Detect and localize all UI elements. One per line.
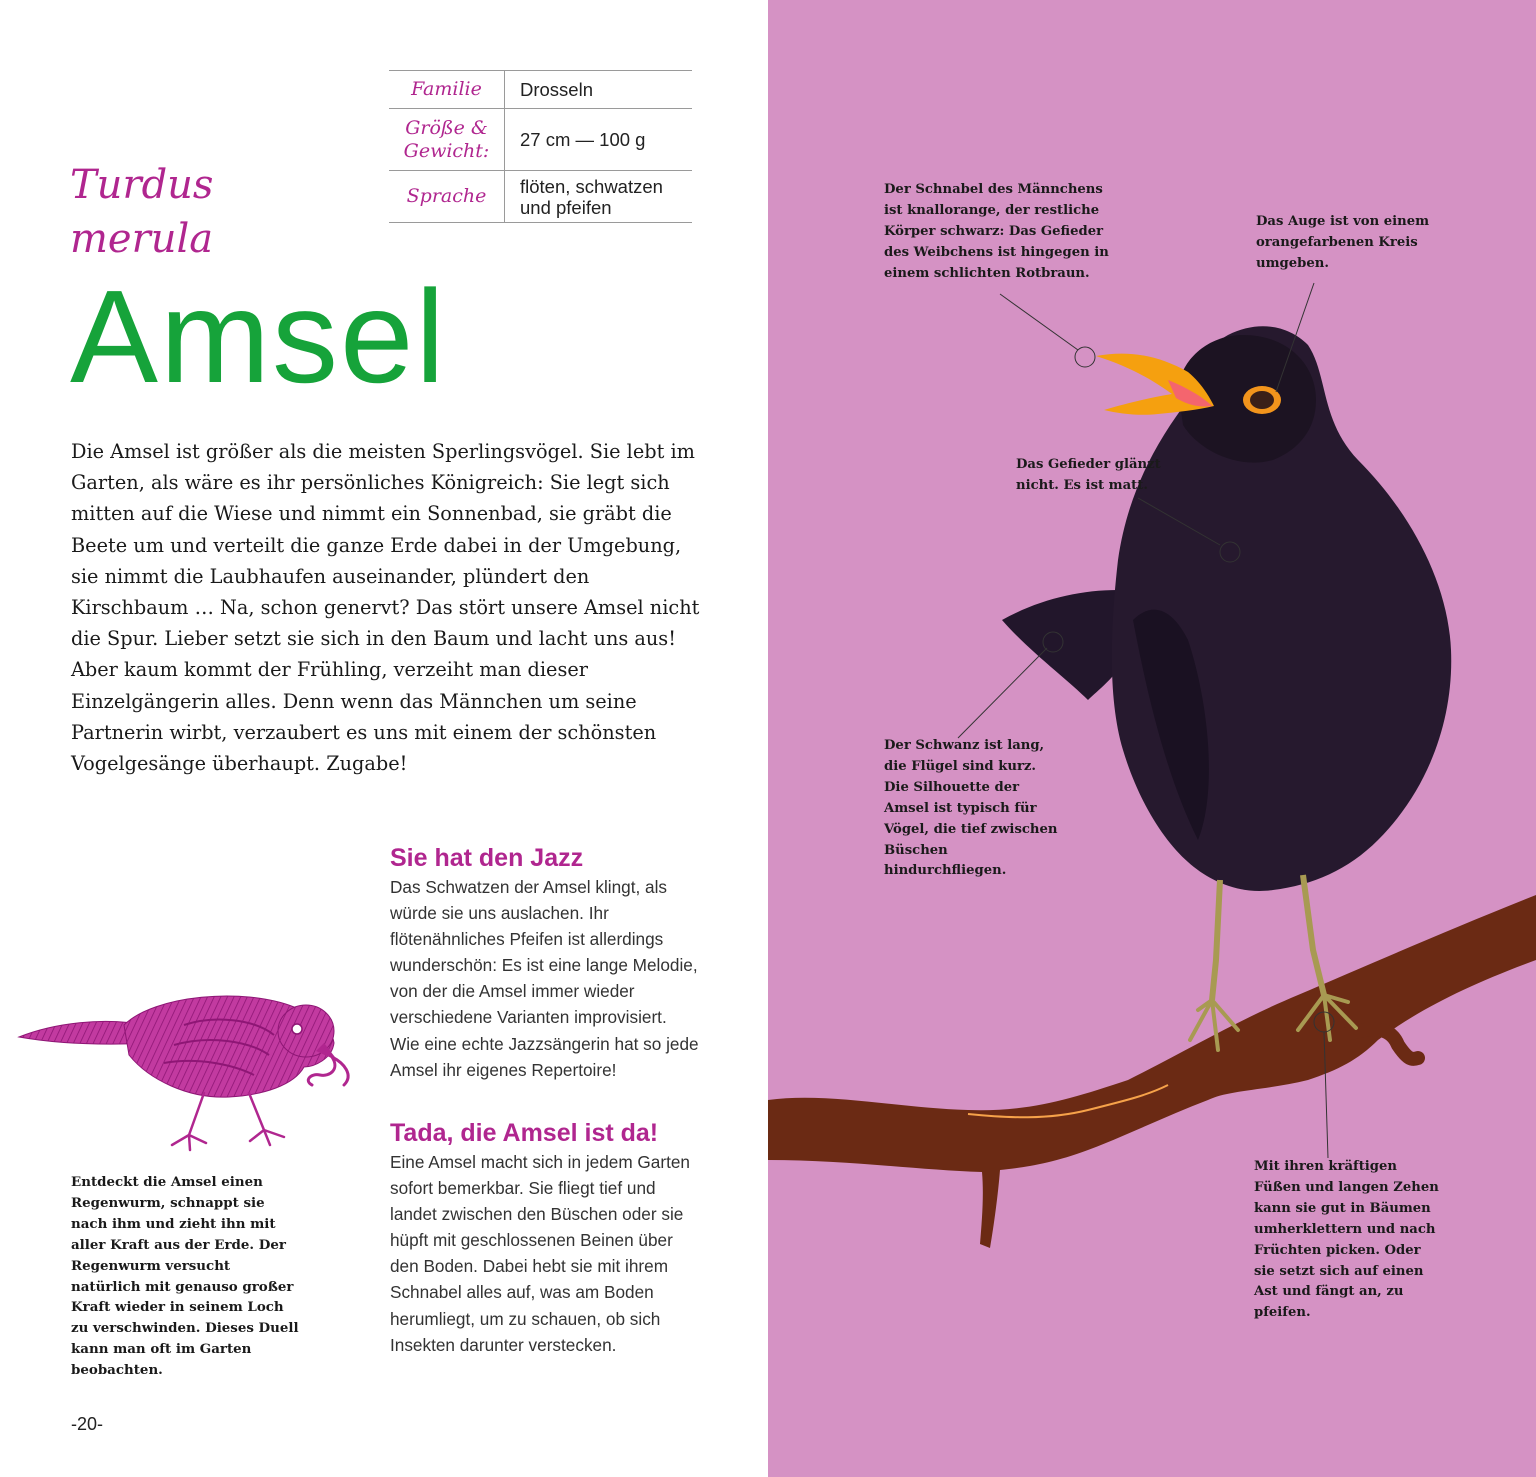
annotation-tail: Der Schwanz ist lang, die Flügel sind kurz. Die Silhouette der Amsel ist typisch für Vögel, die tief zwischen Büschen hindurchfliegen. (884, 738, 1058, 879)
latin-name: Turdus merula (70, 162, 214, 262)
worm-caption: Entdeckt die Amsel einen Regenwurm, schnappt sie nach ihm und zieht ihn mit aller Kraft aus der Erde. Der Regenwurm versucht natürlich mit genauso großer Kraft wieder in seinem Loch zu verschwinden. Dieses Duell kann man oft im Garten beobachten. (71, 1174, 299, 1379)
page-title: Amsel (70, 263, 447, 410)
info-value-language: flöten, schwatzen und pfeifen (520, 175, 663, 218)
info-table (389, 70, 692, 223)
bird-with-worm-illustration (14, 985, 354, 1155)
annotation-feet: Mit ihren kräftigen Füßen und langen Zehen kann sie gut in Bäumen umherklettern und nach Früchten picken. Oder sie setzt sich auf einen Ast und fängt an, zu pfeifen. (1254, 1159, 1439, 1321)
info-row-size (389, 109, 692, 171)
section-jazz (390, 842, 700, 1083)
right-page-illustration (768, 0, 1536, 1477)
section-heading: Tada, die Amsel ist da! (390, 1119, 659, 1147)
section-heading: Sie hat den Jazz (390, 844, 584, 872)
info-row-family (389, 71, 692, 109)
annotation-plumage: Das Gefieder glänzt nicht. Es ist matt. (1016, 457, 1161, 493)
section-body: Eine Amsel macht sich in jedem Garten sofort bemerkbar. Sie fliegt tief und landet zwischen den Büschen oder sie hüpft mit geschlossenen Beinen über den Boden. Dabei hebt sie mit ihrem Schnabel alles auf, was am Boden herumliegt, um zu schauen, ob sich Insekten darunter verstecken. (390, 1152, 690, 1355)
info-row-language (389, 171, 692, 223)
section-body: Das Schwatzen der Amsel klingt, als würde sie uns auslachen. Ihr flötenähnliches Pfeifen ist allerdings wunderschön: Es ist eine lange Melodie, von der die Amsel immer wieder verschiedene Varianten improvisiert. Wie eine echte Jazzsängerin hat so jede Amsel ihr eigenes Repertoire! (390, 877, 699, 1080)
intro-text: Die Amsel ist größer als die meisten Sperlingsvögel. Sie lebt im Garten, als wäre es ihr persönliches Königreich: Sie legt sich mitten auf die Wiese und nimmt ein Sonnenbad, sie gräbt die Beete um und verteilt die ganze Erde dabei in der Umgebung, sie nimmt die Laubhaufen auseinander, plündert den Kirschbaum … Na, schon genervt? Das stört unsere Amsel nicht die Spur. Lieber setzt sie sich in den Baum und lacht uns aus! Aber kaum kommt der Frühling, verzeiht man dieser Einzelgängerin alles. Denn wenn das Männchen um seine Partnerin wirbt, verzaubert es uns mit einem der schönsten Vogelgesänge überhaupt. Zugabe! (71, 440, 700, 776)
page-number: -20- (71, 1414, 104, 1434)
info-key-family: Familie (389, 71, 505, 108)
annotation-eye: Das Auge ist von einem orangefarbenen Kreis umgeben. (1256, 214, 1430, 271)
annotation-beak: Der Schnabel des Männchens ist knallorange, der restliche Körper schwarz: Das Gefieder des Weibchens ist hingegen in einem schlichten Rotbraun. (884, 182, 1109, 281)
info-key-size: Größe & Gewicht: (389, 109, 505, 170)
info-value-family: Drosseln (520, 79, 593, 100)
info-key-language: Sprache (389, 171, 505, 222)
section-tada (390, 1117, 700, 1358)
info-value-size: 27 cm — 100 g (520, 129, 646, 150)
